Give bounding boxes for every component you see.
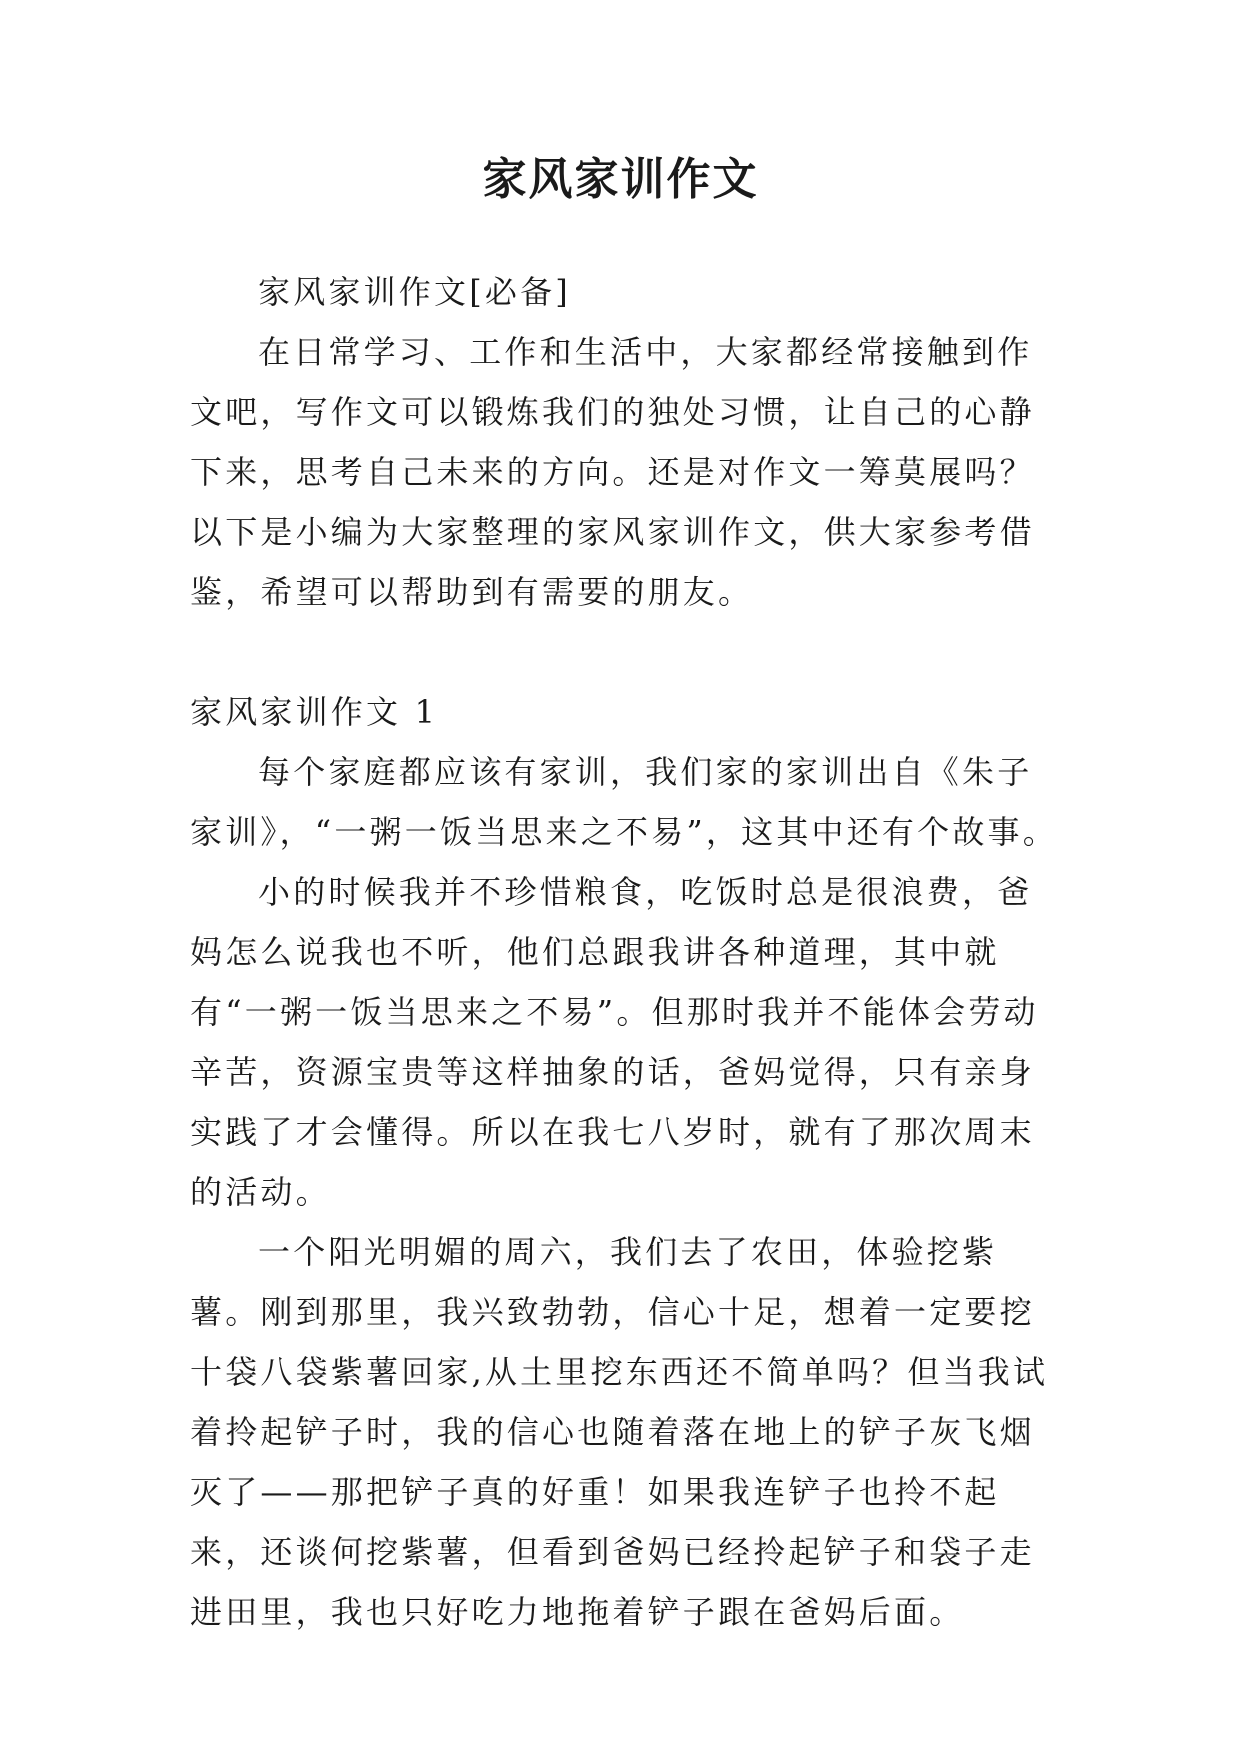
body-paragraph: 每个家庭都应该有家训，我们家的家训出自《朱子家训》，“一粥一饭当思来之不易”，这其中还有个故事。	[190, 753, 1058, 851]
document-subtitle: 家风家训作文[必备]	[258, 273, 571, 311]
document-title: 家风家训作文	[482, 154, 759, 205]
section-heading: 家风家训作文 1	[190, 693, 439, 731]
body-paragraph: 一个阳光明媚的周六，我们去了农田，体验挖紫薯。刚到那里，我兴致勃勃，信心十足，想着一定要挖十袋八袋紫薯回家,从土里挖东西还不简单吗？但当我试着拎起铲子时，我的信心也随着落在地上的铲子灰飞烟灭了——那把铲子真的好重！如果我连铲子也拎不起来，还谈何挖紫薯，但看到爸妈已经拎起铲子和袋子走进田里，我也只好吃力地拖着铲子跟在爸妈后面。	[190, 1233, 1049, 1631]
document-body	[190, 262, 1058, 1642]
intro-paragraph: 在日常学习、工作和生活中，大家都经常接触到作文吧，写作文可以锻炼我们的独处习惯，让自己的心静下来，思考自己未来的方向。还是对作文一筹莫展吗？以下是小编为大家整理的家风家训作文，供大家参考借鉴，希望可以帮助到有需要的朋友。	[190, 333, 1035, 611]
body-paragraph: 小的时候我并不珍惜粮食，吃饭时总是很浪费，爸妈怎么说我也不听，他们总跟我讲各种道理，其中就有“一粥一饭当思来之不易”。但那时我并不能体会劳动辛苦，资源宝贵等这样抽象的话，爸妈觉得，只有亲身实践了才会懂得。所以在我七八岁时，就有了那次周末的活动。	[190, 873, 1039, 1211]
